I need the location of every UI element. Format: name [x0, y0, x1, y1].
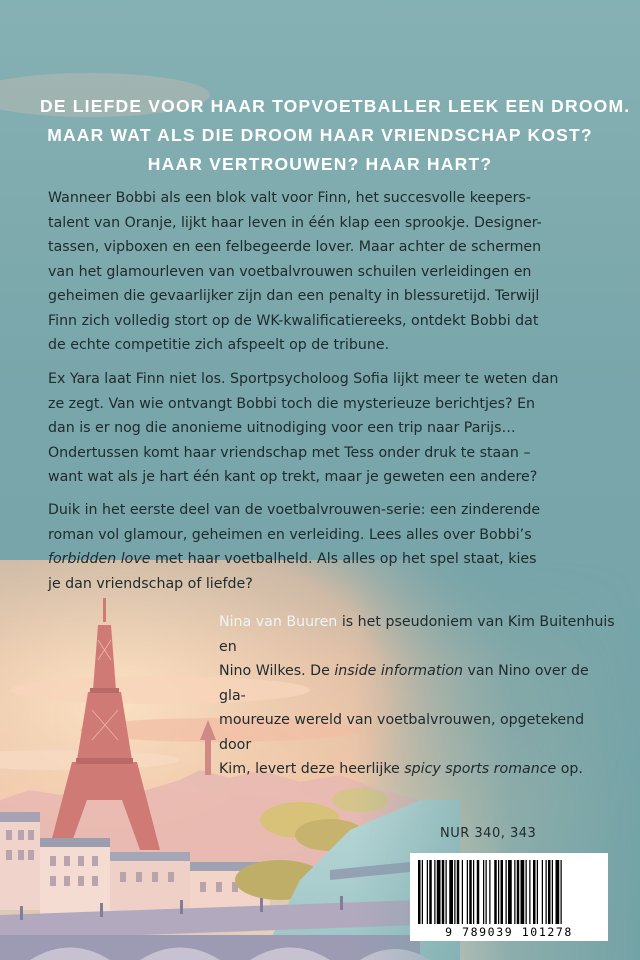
blurb-line: tassen, vipboxen en een felbegeerde lover. Maar achter de schermen	[48, 239, 542, 255]
blurb-line: Wanneer Bobbi als een blok valt voor Finn, het succesvolle keepers-	[48, 190, 531, 206]
bio-text: van Nino over de gla-	[219, 663, 589, 704]
barcode-bar	[548, 860, 551, 924]
barcode-bar	[442, 860, 445, 924]
barcode-bar	[454, 860, 455, 924]
barcode-bar	[462, 860, 463, 924]
blurb-line: want wat als je hart één kant op trekt, maar je geweten een andere?	[48, 469, 538, 485]
bio-line	[219, 659, 619, 708]
blurb-line: talent van Oranje, lijkt haar leven in één klap een sprookje. Designer-	[48, 214, 542, 231]
bio-line	[219, 610, 619, 659]
italic-phrase: forbidden love	[48, 551, 151, 567]
blurb-line: geheimen die gevaarlijker zijn dan een penalty in blessuretijd. Terwijl	[48, 288, 540, 304]
barcode	[410, 853, 608, 941]
bio-text: Kim, levert deze heerlijke	[219, 761, 405, 777]
barcode-bar	[542, 860, 543, 924]
barcode-bar	[498, 860, 499, 924]
barcode-bar	[556, 860, 560, 924]
barcode-bar	[537, 860, 538, 924]
author-name: Nina van Buuren	[219, 614, 338, 630]
bio-line	[219, 757, 619, 782]
barcode-bar	[521, 860, 525, 924]
barcode-bar	[437, 860, 441, 924]
blurb-line: de echte competitie zich afspeelt op de tribune.	[48, 337, 390, 353]
bio-text: Nino Wilkes. De	[219, 663, 335, 679]
nur-code: NUR 340, 343	[440, 826, 537, 841]
barcode-bar	[486, 860, 487, 924]
barcode-bar	[501, 860, 504, 924]
barcode-bar	[561, 860, 562, 924]
barcode-bar	[552, 860, 553, 924]
tagline-line: HAAR VERTROUWEN? HAAR HART?	[147, 154, 493, 174]
barcode-bars	[418, 860, 600, 924]
blurb-line: je dan vriendschap of liefde?	[48, 575, 253, 592]
italic-phrase: inside information	[334, 663, 464, 679]
blurb-paragraph-1	[48, 186, 608, 358]
tagline-line: MAAR WAT ALS DIE DROOM HAAR VRIENDSCHAP KOST?	[47, 125, 593, 145]
barcode-bar	[429, 860, 432, 924]
blurb-line	[48, 547, 608, 572]
barcode-bar	[546, 860, 547, 924]
bio-text: op.	[556, 761, 583, 777]
barcode-bar	[469, 860, 472, 924]
italic-phrase: spicy sports romance	[404, 761, 557, 777]
barcode-bar	[473, 860, 474, 924]
barcode-bar	[418, 860, 421, 924]
blurb-line: van het glamourleven van voetbalvrouwen schuilen verleidingen en	[48, 263, 532, 280]
tagline	[40, 92, 631, 179]
blurb-text: met haar voetbalheld. Als alles op het spel staat, kies	[150, 551, 537, 567]
barcode-bar	[508, 860, 512, 924]
barcode-bar	[483, 860, 484, 924]
barcode-bar	[449, 860, 453, 924]
blurb-line: dan is er nog die anonieme uitnodiging voor een trip naar Parijs…	[48, 420, 516, 436]
blurb-line: Ondertussen komt haar vriendschap met Tess onder druk te staan –	[48, 444, 531, 461]
blurb-paragraph-2	[48, 367, 608, 490]
barcode-bar	[529, 860, 530, 924]
isbn-number: 9 789039 101278	[445, 925, 573, 939]
barcode-bar	[446, 860, 447, 924]
bio-line: moureuze wereld van voetbalvrouwen, opgetekend door	[219, 712, 585, 753]
barcode-bar	[494, 860, 497, 924]
blurb-line: Ex Yara laat Finn niet los. Sportpsycholoog Sofia lijkt meer te weten dan	[48, 371, 559, 387]
blurb-paragraph-3	[48, 498, 608, 596]
barcode-bar	[533, 860, 536, 924]
blurb-line: Finn zich volledig stort op de WK-kwalificatiereeks, ontdekt Bobbi dat	[48, 312, 539, 329]
barcode-bar	[514, 860, 515, 924]
barcode-bar	[457, 860, 460, 924]
blurb-line: Duik in het eerste deel van de voetbalvrouwen-serie: een zinderende	[48, 502, 541, 518]
blurb-line: ze zegt. Van wie ontvangt Bobbi toch die mysterieuze berichtjes? En	[48, 395, 536, 412]
barcode-bar	[434, 860, 435, 924]
barcode-bar	[489, 860, 490, 924]
barcode-bar	[526, 860, 527, 924]
barcode-bar	[422, 860, 423, 924]
author-bio	[219, 610, 619, 782]
bio-text: is het pseudoniem van Kim Buitenhuis en	[219, 614, 615, 655]
barcode-bar	[517, 860, 520, 924]
barcode-bar	[477, 860, 480, 924]
barcode-bar	[427, 860, 428, 924]
barcode-bar	[467, 860, 468, 924]
barcode-bar	[506, 860, 507, 924]
blurb-line: roman vol glamour, geheimen en verleiding. Lees alles over Bobbi’s	[48, 526, 532, 543]
tagline-line: DE LIEFDE VOOR HAAR TOPVOETBALLER LEEK EEN DROOM.	[40, 96, 631, 116]
